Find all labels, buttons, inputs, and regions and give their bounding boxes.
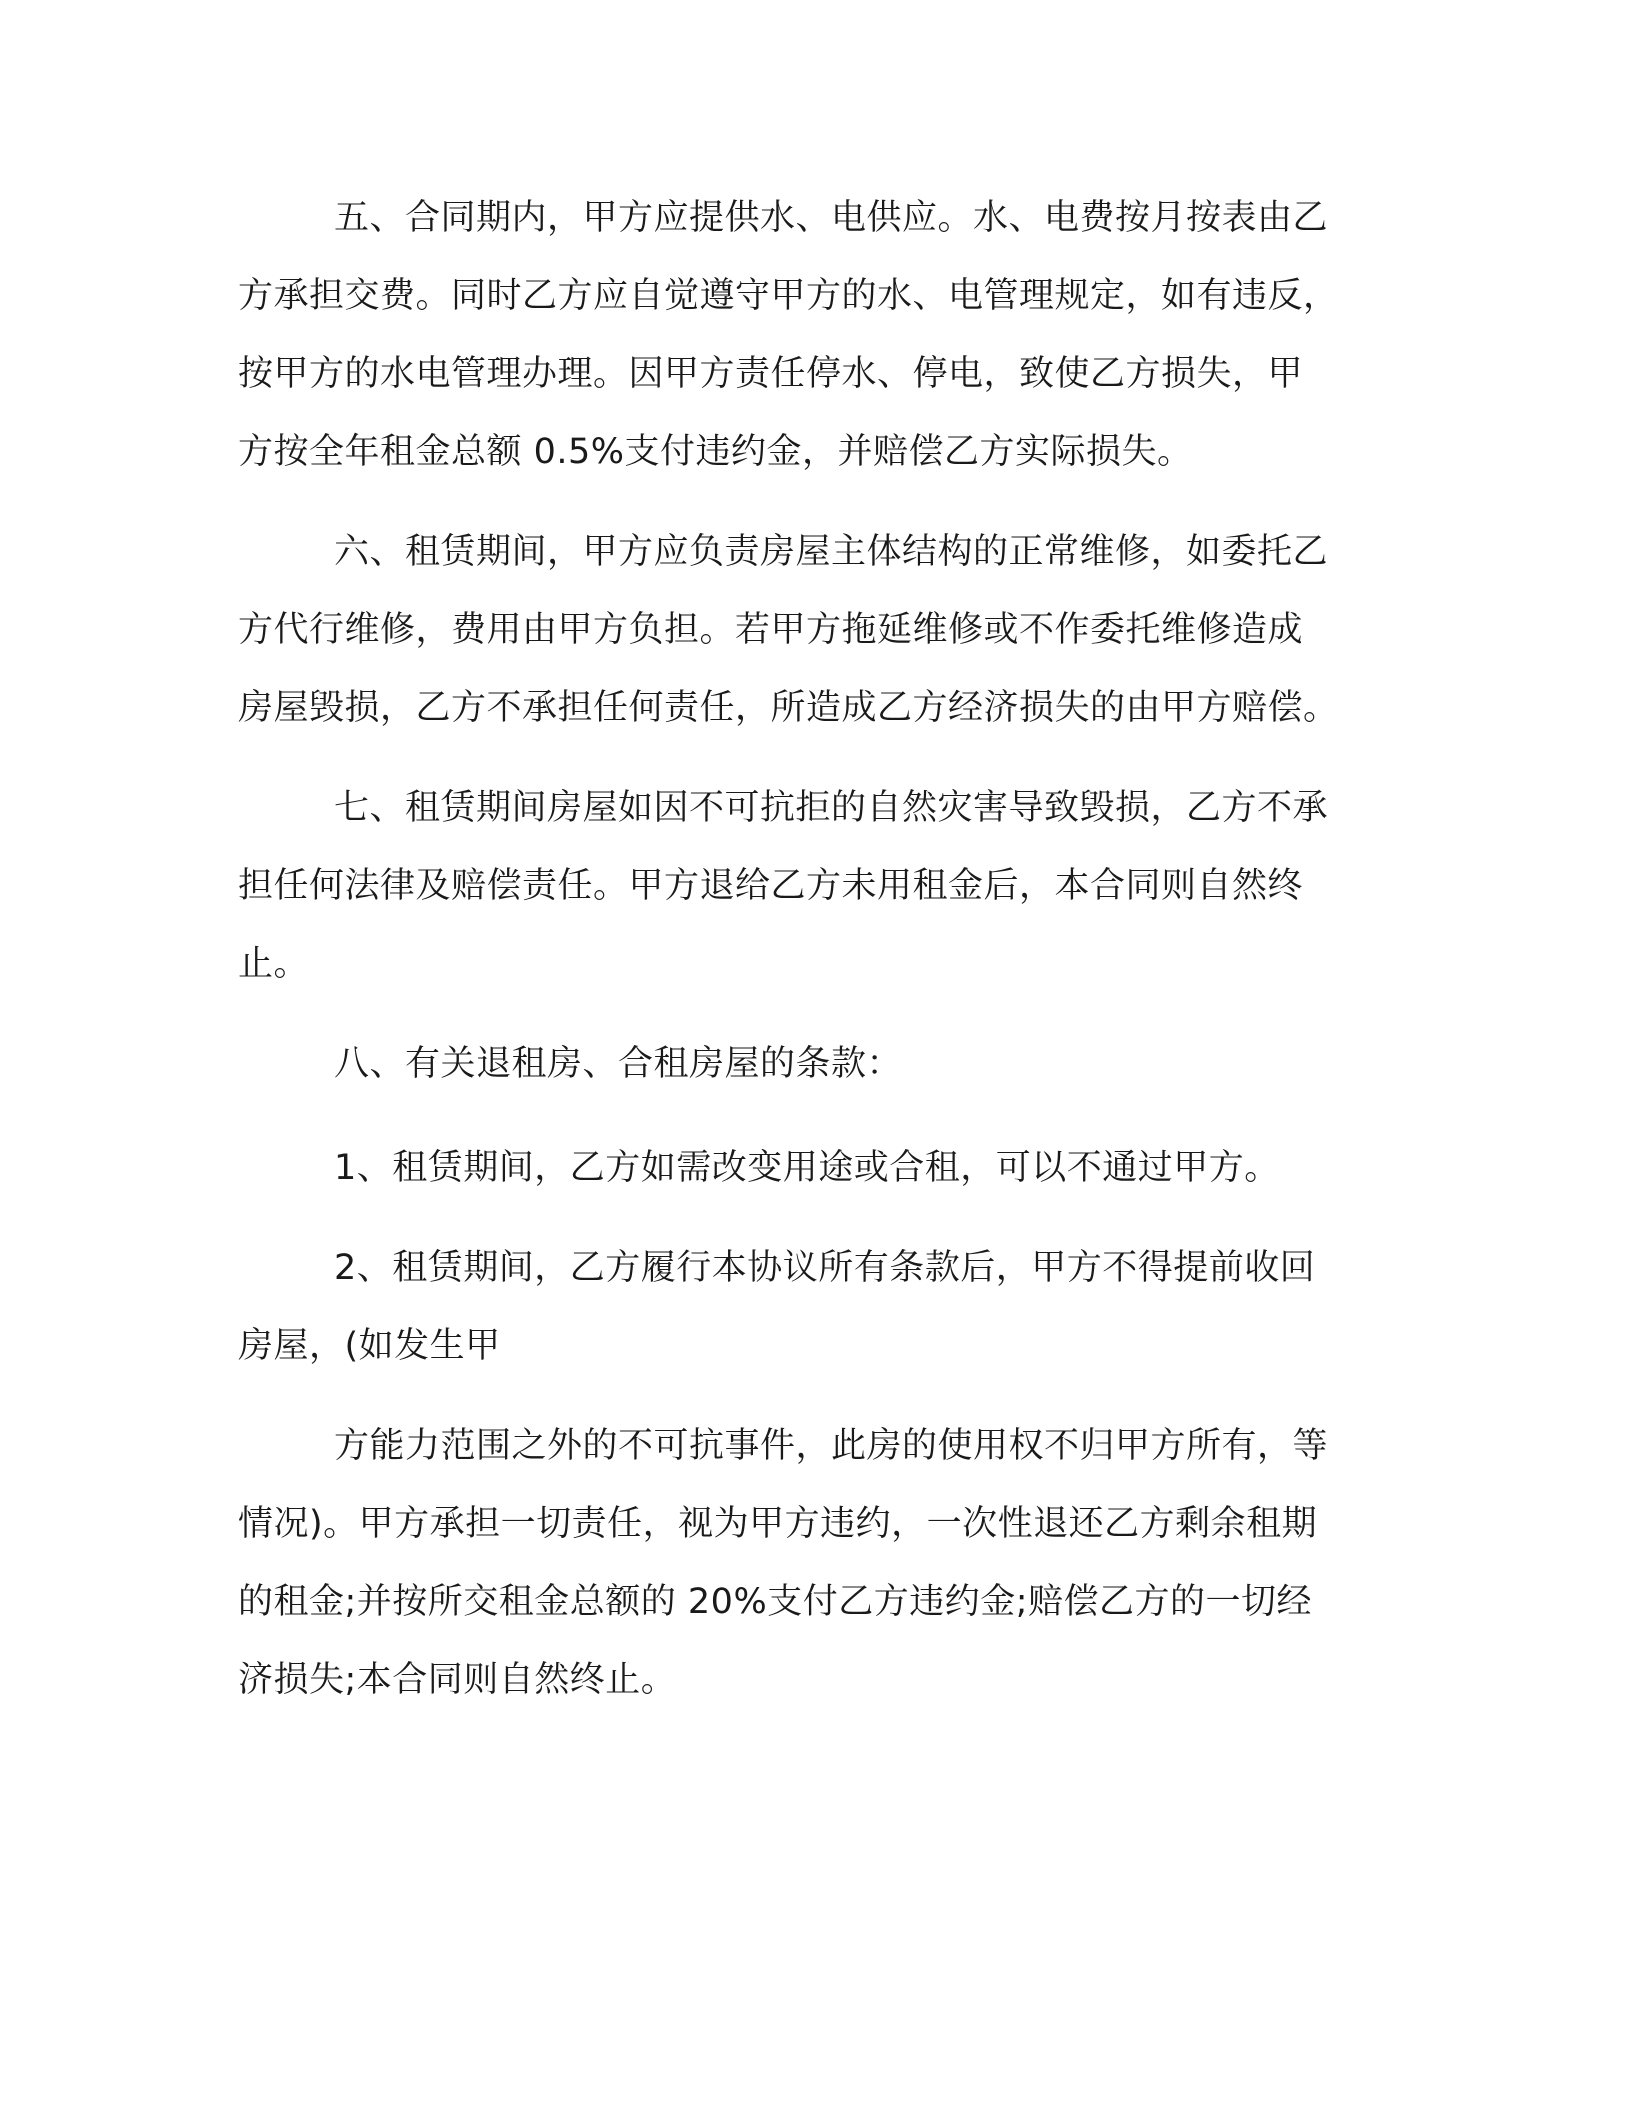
clause-7-line-2: 担任何法律及赔偿责任。甲方退给乙方未用租金后，本合同则自然终 (238, 866, 1304, 906)
clause-6-line-3: 房屋毁损，乙方不承担任何责任，所造成乙方经济损失的由甲方赔偿。 (238, 688, 1339, 728)
continuation-line-1: 方能力范围之外的不可抗事件，此房的使用权不归甲方所有，等 (334, 1426, 1329, 1466)
clause-5-line-2: 方承担交费。同时乙方应自觉遵守甲方的水、电管理规定，如有违反， (238, 276, 1339, 316)
clause-5-line-3: 按甲方的水电管理办理。因甲方责任停水、停电，致使乙方损失，甲 (238, 354, 1304, 394)
clause-8-item-1: 1、租赁期间，乙方如需改变用途或合租，可以不通过甲方。 (334, 1148, 1280, 1188)
continuation-line-2: 情况)。甲方承担一切责任，视为甲方违约，一次性退还乙方剩余租期 (238, 1504, 1318, 1544)
clause-7-line-1: 七、租赁期间房屋如因不可抗拒的自然灾害导致毁损，乙方不承 (334, 788, 1329, 828)
clause-5-line-1: 五、合同期内，甲方应提供水、电供应。水、电费按月按表由乙 (334, 198, 1329, 238)
continuation-line-3: 的租金;并按所交租金总额的 20%支付乙方违约金;赔偿乙方的一切经 (238, 1582, 1313, 1622)
continuation-line-4: 济损失;本合同则自然终止。 (238, 1660, 677, 1700)
clause-6-line-2: 方代行维修，费用由甲方负担。若甲方拖延维修或不作委托维修造成 (238, 610, 1304, 650)
clause-8-item-2-line-1: 2、租赁期间，乙方履行本协议所有条款后，甲方不得提前收回 (334, 1248, 1316, 1288)
clause-5-line-4: 方按全年租金总额 0.5%支付违约金，并赔偿乙方实际损失。 (238, 432, 1193, 472)
clause-6-line-1: 六、租赁期间，甲方应负责房屋主体结构的正常维修，如委托乙 (334, 532, 1329, 572)
clause-7-line-3: 止。 (238, 944, 310, 984)
clause-8-item-2-line-2: 房屋，(如发生甲 (238, 1326, 501, 1366)
clause-8-heading: 八、有关退租房、合租房屋的条款： (334, 1044, 903, 1084)
